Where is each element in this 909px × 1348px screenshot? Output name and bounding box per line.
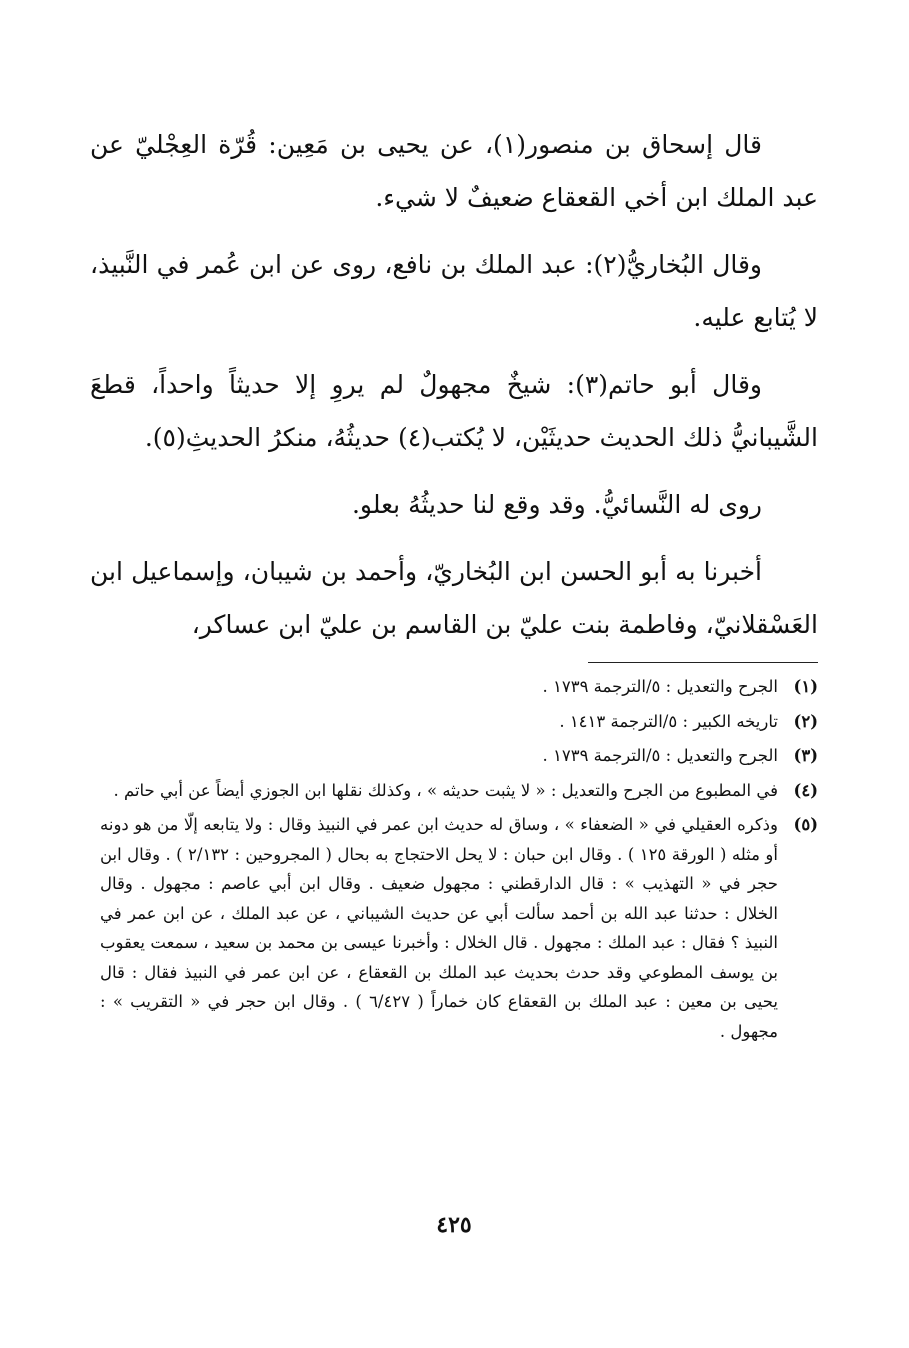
paragraph-3: وقال أبو حاتم(٣): شيخٌ مجهولٌ لم يروِ إلا حديثاً واحداً، قطعَ الشَّيبانيُّ ذلك الحديث حديثَيْن، لا يُكتب(٤) حديثُهُ، منكرُ الحديثِ(٥).	[90, 370, 818, 452]
footnote-text: الجرح والتعديل : ٥/الترجمة ١٧٣٩ .	[542, 746, 778, 765]
footnote-text: في المطبوع من الجرح والتعديل : « لا يثبت حديثه » ، وكذلك نقلها ابن الجوزي أيضاً عن أبي حاتم .	[113, 780, 778, 800]
footnote-text: الجرح والتعديل : ٥/الترجمة ١٧٣٩ .	[542, 677, 778, 696]
footnote-2	[100, 707, 818, 737]
footnote-number: (٤)	[793, 780, 818, 800]
paragraph-1: قال إسحاق بن منصور(١)، عن يحيى بن مَعِين: قُرّة العِجْليّ عن عبد الملك ابن أخي القعقاع ضعيفٌ لا شيء.	[90, 130, 818, 212]
paragraph-4: روى له النَّسائيُّ. وقد وقع لنا حديثُهُ بعلو.	[351, 490, 762, 519]
footnote-3	[100, 741, 818, 771]
footnote-separator	[588, 662, 818, 663]
footnote-number: (١)	[793, 677, 818, 696]
footnote-text: تاريخه الكبير : ٥/الترجمة ١٤١٣ .	[559, 711, 778, 731]
main-text	[90, 118, 818, 665]
paragraph-5: أخبرنا به أبو الحسن ابن البُخاريّ، وأحمد بن شيبان، وإسماعيل ابن العَسْقلانيّ، وفاطمة بنت عليّ بن القاسم بن عليّ ابن عساكر،	[90, 557, 818, 639]
paragraph-2: وقال البُخاريُّ(٢): عبد الملك بن نافع، روى عن ابن عُمر في النَّبيذ، لا يُتابع عليه.	[90, 250, 818, 332]
footnote-4	[100, 776, 818, 806]
page-number: ٤٢٥	[436, 1212, 472, 1238]
footnote-5	[100, 810, 818, 1046]
footnotes	[100, 672, 818, 1051]
footnote-number: (٥)	[793, 815, 818, 834]
footnote-number: (٢)	[793, 711, 818, 731]
footnote-text: وذكره العقيلي في « الضعفاء » ، وساق له حديث ابن عمر في النبيذ وقال : ولا يتابعه إلّا من هو دونه أو مثله ( الورقة ١٢٥ ) . وقال ابن حبان : لا يحل الاحتجاج به بحال ( المجروحين : ٢/١٣٢ ) . وقال ابن حجر في « التهذيب » : قال الدارقطني : مجهول ضعيف . وقال ابن أبي عاصم : مجهول . وقال الخلال : حدثنا عبد الله بن أحمد سألت أبي عن حديث الشيباني ، عن عبد الملك ، عن ابن عمر في النبيذ ؟ فقال : عبد الملك : مجهول . قال الخلال : وأخبرنا عيسى بن محمد بن سعيد ، سمعت يعقوب بن يوسف المطوعي وقد حدث بحديث عبد الملك بن القعقاع ، عن ابن عمر في النبيذ فقال : قال يحيى بن معين : عبد الملك بن القعقاع كان خماراً ( ٦/٤٢٧ ) . وقال ابن حجر في « التقريب » : مجهول .	[100, 815, 778, 1041]
footnote-1	[100, 672, 818, 702]
footnote-number: (٣)	[793, 746, 818, 765]
